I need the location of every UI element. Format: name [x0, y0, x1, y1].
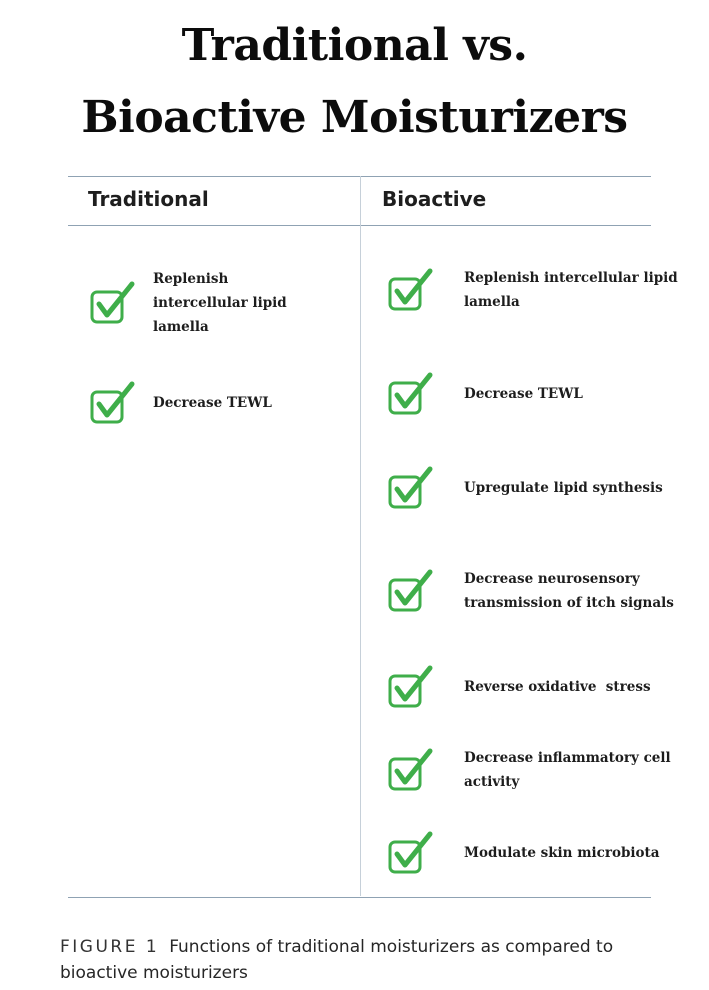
list-item [388, 746, 698, 794]
check-box-icon [388, 664, 436, 710]
check-box-icon [388, 568, 436, 614]
check-box-icon [90, 280, 138, 326]
list-item-label: Modulate skin microbiota [464, 845, 660, 861]
check-box-icon [388, 371, 436, 417]
page-title-line-2: Bioactive Moisturizers [81, 92, 628, 143]
list-item [388, 664, 698, 710]
check-box-icon [388, 747, 436, 793]
list-item-label: Replenish intercellular lipid lamella [153, 271, 287, 335]
column-divider [360, 176, 361, 896]
list-item-label: Upregulate lipid synthesis [464, 480, 663, 496]
check-box-icon [388, 267, 436, 313]
list-item-label: Decrease TEWL [153, 395, 272, 411]
list-item [388, 567, 698, 615]
list-item [388, 830, 698, 876]
table-bottom-rule [68, 897, 651, 898]
list-item-label: Decrease TEWL [464, 386, 583, 402]
list-item [90, 380, 330, 426]
figure-caption [60, 934, 680, 986]
list-item-label: Decrease inflammatory cell activity [464, 750, 671, 790]
list-item [388, 371, 698, 417]
check-box-icon [388, 465, 436, 511]
page-title-line-1: Traditional vs. [181, 20, 528, 71]
column-header-bioactive: Bioactive [382, 187, 487, 211]
check-box-icon [388, 830, 436, 876]
list-item-label: Reverse oxidative stress [464, 679, 651, 695]
list-item [90, 267, 330, 339]
list-item-label: Decrease neurosensory transmission of itch signals [464, 571, 674, 611]
figure-caption-text: Functions of traditional moisturizers as compared to bioactive moisturizers [60, 937, 614, 983]
list-item [388, 465, 698, 511]
check-box-icon [90, 380, 138, 426]
column-header-traditional: Traditional [88, 187, 209, 211]
list-item-label: Replenish intercellular lipid lamella [464, 270, 678, 310]
list-item [388, 266, 698, 314]
figure-label: FIGURE 1 [60, 937, 160, 957]
